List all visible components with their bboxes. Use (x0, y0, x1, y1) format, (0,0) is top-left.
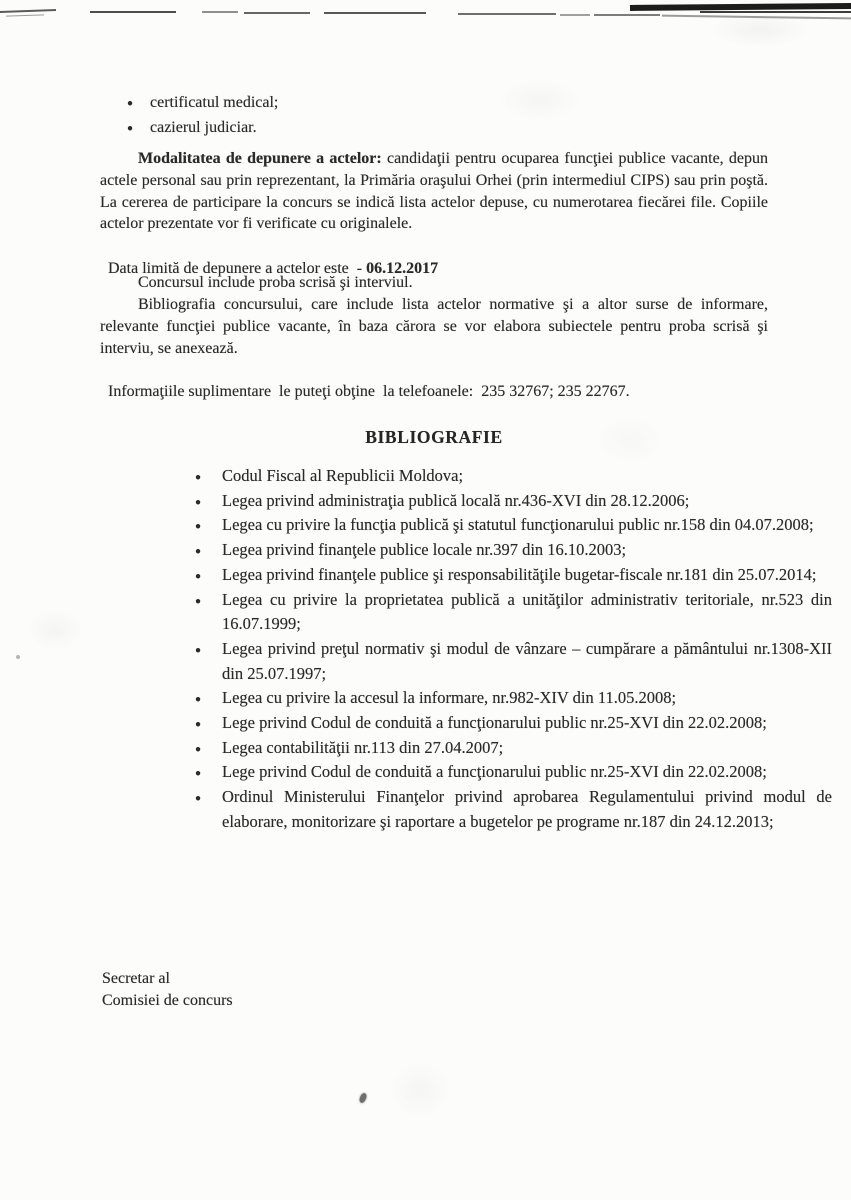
deadline-text: Data limită de depunere a actelor este - (108, 259, 367, 277)
bibliography-list (222, 464, 832, 835)
scan-line-artifact (324, 12, 426, 14)
paragraph-body-text: Bibliografia concursului, care include lista actelor normative şi a altor surse de informare, relevante funcţiei publice vacante, în baza cărora se vor elabora subiectele pentru proba scrisă şi interviu, se anexează. (100, 296, 768, 357)
paragraph-body-text: Informaţiile suplimentare le puteţi obţine la telefoanele: 235 32767; 235 22767. (108, 382, 630, 400)
list-item-text: cazierul judiciar. (150, 119, 257, 136)
scan-line-artifact (202, 11, 238, 13)
ink-speck (16, 655, 20, 659)
bibliography-item (222, 563, 832, 588)
list-item (150, 115, 550, 140)
bibliography-item (222, 588, 832, 637)
paragraph-lead-bold: Modalitatea de depunere a actelor: (138, 150, 382, 167)
bibliography-item (222, 736, 832, 761)
bibliography-item-text: Legea privind finanţele publice locale nr.397 din 16.10.2003; (222, 540, 627, 560)
paragraph-bibliografia (100, 294, 768, 359)
list-item (150, 90, 550, 115)
bibliography-item (222, 464, 832, 489)
paragraph-modalitatea (100, 148, 768, 235)
bibliography-item-text: Lege privind Codul de conduită a funcţionarului public nr.25-XVI din 22.02.2008; (222, 762, 767, 782)
bibliography-item (222, 686, 832, 711)
bibliography-item-text: Legea cu privire la proprietatea publică a unităţilor administrativ teritoriale, nr.523 din 16.07.1999; (222, 589, 832, 634)
bibliography-item (222, 711, 832, 736)
scan-line-artifact (560, 14, 590, 16)
paragraph-informatii (100, 359, 800, 403)
bibliography-item (222, 760, 832, 785)
bibliography-item-text: Legea privind preţul normativ şi modul de vânzare – cumpărare a pământului nr.1308-XII din 25.07.1997; (222, 638, 832, 683)
scan-line-artifact (700, 11, 851, 13)
scan-line-artifact (0, 9, 56, 13)
paragraph-concurs (100, 272, 768, 294)
signature-block (102, 968, 233, 1011)
scan-line-artifact (662, 15, 851, 19)
bibliography-item (222, 785, 832, 834)
bibliography-item (222, 637, 832, 686)
bibliography-item (222, 513, 832, 538)
scan-line-artifact (630, 3, 851, 11)
scan-line-artifact (90, 11, 176, 13)
bibliography-item-text: Legea contabilităţii nr.113 din 27.04.2007; (222, 737, 504, 757)
bibliography-item (222, 538, 832, 563)
deadline-date: 06.12.2017 (366, 259, 439, 277)
scan-line-artifact (594, 14, 660, 16)
signature-role: Secretar al (102, 970, 170, 987)
required-documents-list (150, 90, 550, 140)
bibliography-item (222, 489, 832, 514)
paragraph-body-text: candidaţii pentru ocuparea funcţiei publice vacante, depun actele personal sau prin reprezentant, la Primăria oraşului Orhei (prin intermediul CIPS) sau prin poştă. La cererea de participare la concurs se indică lista actelor depuse, cu numerotarea fiecărei file. Copiile actelor prezentate vor fi verificate cu originalele. (100, 150, 769, 233)
bibliography-item-text: Ordinul Ministerului Finanţelor privind aprobarea Regulamentului privind modul de elaborare, monitorizare şi raportare a bugetelor pe programe nr.187 din 24.12.2013; (222, 787, 832, 831)
scan-line-artifact (6, 14, 44, 16)
bibliography-item-text: Codul Fiscal al Republicii Moldova; (222, 466, 464, 485)
bibliography-item-text: Lege privind Codul de conduită a funcţionarului public nr.25-XVI din 22.02.2008; (222, 713, 767, 733)
scan-line-artifact (244, 12, 310, 14)
signature-org: Comisiei de concurs (102, 991, 233, 1009)
ink-speck (359, 1092, 368, 1103)
bibliography-heading: BIBLIOGRAFIE (365, 427, 503, 447)
scan-line-artifact (458, 13, 556, 15)
paragraph-body-text: Concursul include proba scrisă şi interviul. (138, 274, 413, 291)
bibliography-item-text: Legea cu privire la accesul la informare, nr.982-XIV din 11.05.2008; (222, 688, 677, 708)
list-item-text: certificatul medical; (150, 94, 279, 111)
bibliography-item-text: Legea privind administraţia publică locală nr.436-XVI din 28.12.2006; (222, 490, 690, 510)
bibliography-item-text: Legea cu privire la funcţia publică şi statutul funcţionarului public nr.158 din 04.07.2008; (222, 515, 814, 535)
bibliography-item-text: Legea privind finanţele publice şi responsabilităţile bugetar-fiscale nr.181 din 25.07.2014; (222, 564, 817, 584)
